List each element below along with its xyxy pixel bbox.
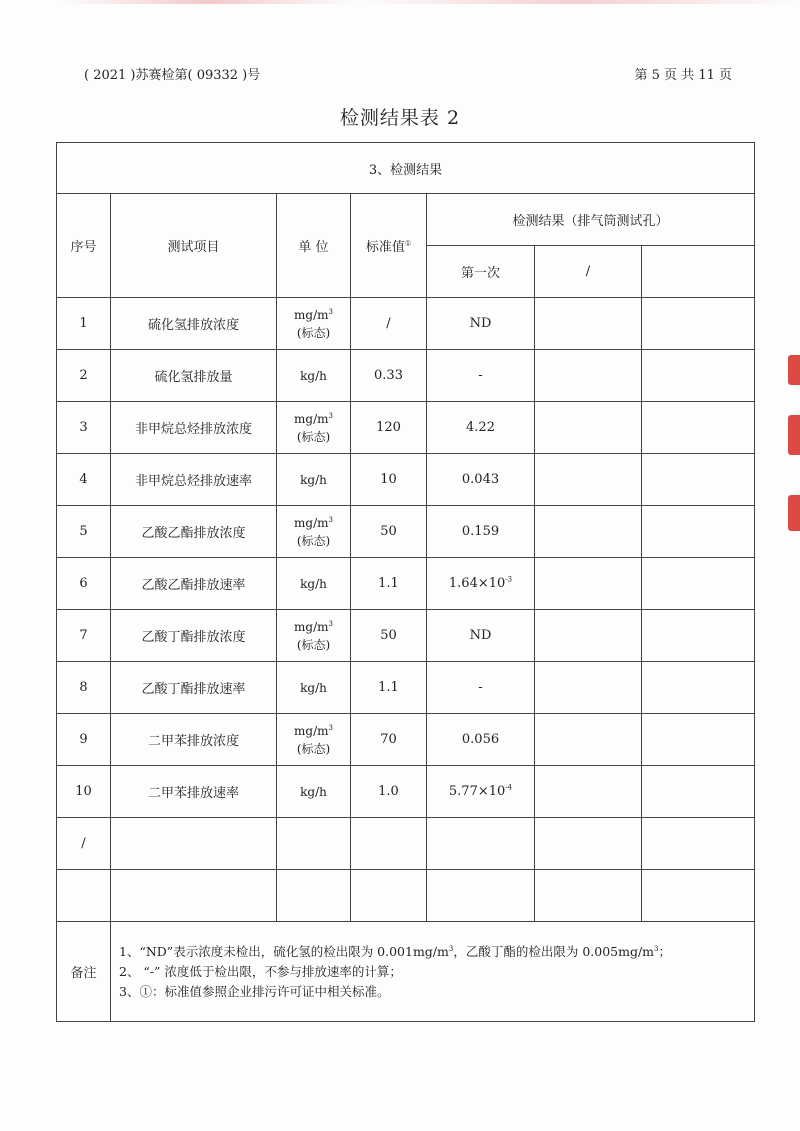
- cell-first-result: -: [427, 662, 535, 714]
- cell-third-result: [642, 298, 755, 350]
- cell-seq: 3: [57, 402, 111, 454]
- cell-third-result: [642, 818, 755, 870]
- cell-standard: 0.33: [351, 350, 427, 402]
- cell-standard: 50: [351, 610, 427, 662]
- cell-seq: 8: [57, 662, 111, 714]
- col-header-item: 测试项目: [111, 194, 277, 298]
- table-row: [57, 506, 755, 558]
- table-row: [57, 662, 755, 714]
- cell-item: [111, 870, 277, 922]
- cell-unit: kg/h: [277, 350, 351, 402]
- cell-unit: kg/h: [277, 766, 351, 818]
- cell-item: 硫化氢排放浓度: [111, 298, 277, 350]
- col-header-first: 第一次: [427, 246, 535, 298]
- cell-third-result: [642, 454, 755, 506]
- cell-first-result: $5.77\times 10^{-4}$: [427, 766, 535, 818]
- cell-first-result: 0.159: [427, 506, 535, 558]
- cell-seq: 10: [57, 766, 111, 818]
- cell-third-result: [642, 714, 755, 766]
- cell-first-result: ND: [427, 298, 535, 350]
- cell-seq: [57, 870, 111, 922]
- cell-standard: 1.1: [351, 558, 427, 610]
- table-row: [57, 818, 755, 870]
- cell-item: 二甲苯排放速率: [111, 766, 277, 818]
- cell-standard: 1.0: [351, 766, 427, 818]
- cell-seq: 6: [57, 558, 111, 610]
- cell-standard: 120: [351, 402, 427, 454]
- cell-standard: [351, 818, 427, 870]
- cell-unit: $mg/m^3$ (标态): [277, 506, 351, 558]
- table-row: [57, 766, 755, 818]
- remark-line-2: 2、 “-” 浓度低于检出限，不参与排放速率的计算；: [119, 963, 402, 979]
- cell-seq: 9: [57, 714, 111, 766]
- seal-stamp-fragment: [784, 355, 800, 535]
- cell-unit: [277, 870, 351, 922]
- cell-third-result: [642, 506, 755, 558]
- cell-unit: $mg/m^3$ (标态): [277, 298, 351, 350]
- cell-second-result: [535, 298, 642, 350]
- remarks-label: 备注: [57, 922, 111, 1022]
- cell-seq: 4: [57, 454, 111, 506]
- cell-unit: $mg/m^3$ (标态): [277, 610, 351, 662]
- cell-seq: /: [57, 818, 111, 870]
- cell-third-result: [642, 870, 755, 922]
- cell-first-result: 0.043: [427, 454, 535, 506]
- col-header-result-group: 检测结果（排气筒测试孔）: [427, 194, 755, 246]
- col-header-seq: 序号: [57, 194, 111, 298]
- table-row: [57, 298, 755, 350]
- cell-item: 乙酸丁酯排放浓度: [111, 610, 277, 662]
- section-title: 3、检测结果: [57, 143, 755, 194]
- table-row: [57, 870, 755, 922]
- cell-first-result: -: [427, 350, 535, 402]
- cell-first-result: 4.22: [427, 402, 535, 454]
- cell-second-result: [535, 870, 642, 922]
- table-row: [57, 610, 755, 662]
- cell-item: 硫化氢排放量: [111, 350, 277, 402]
- cell-second-result: [535, 506, 642, 558]
- cell-second-result: [535, 558, 642, 610]
- cell-second-result: [535, 610, 642, 662]
- cell-unit: kg/h: [277, 454, 351, 506]
- cell-third-result: [642, 662, 755, 714]
- cell-third-result: [642, 402, 755, 454]
- cell-third-result: [642, 350, 755, 402]
- table-row: [57, 350, 755, 402]
- cell-second-result: [535, 714, 642, 766]
- cell-unit: kg/h: [277, 662, 351, 714]
- results-table: [56, 142, 755, 1022]
- cell-item: 乙酸乙酯排放浓度: [111, 506, 277, 558]
- cell-standard: 1.1: [351, 662, 427, 714]
- cell-third-result: [642, 766, 755, 818]
- cell-seq: 1: [57, 298, 111, 350]
- cell-item: 乙酸乙酯排放速率: [111, 558, 277, 610]
- cell-standard: 50: [351, 506, 427, 558]
- cell-first-result: $1.64\times 10^{-3}$: [427, 558, 535, 610]
- cell-standard: 70: [351, 714, 427, 766]
- remarks-content: [111, 922, 755, 1022]
- cell-unit: $mg/m^3$ (标态): [277, 714, 351, 766]
- cell-item: [111, 818, 277, 870]
- cell-standard: 10: [351, 454, 427, 506]
- cell-first-result: ND: [427, 610, 535, 662]
- cell-item: 非甲烷总烃排放浓度: [111, 402, 277, 454]
- cell-second-result: [535, 818, 642, 870]
- cell-second-result: [535, 454, 642, 506]
- table-row: [57, 714, 755, 766]
- cell-item: 非甲烷总烃排放速率: [111, 454, 277, 506]
- page-title: 检测结果表 2: [339, 107, 461, 129]
- cell-first-result: [427, 818, 535, 870]
- page-info: 第 5 页 共 11 页: [634, 68, 732, 83]
- cell-second-result: [535, 766, 642, 818]
- remark-line-3: 3、①：标准值参照企业排污许可证中相关标准。: [119, 983, 390, 999]
- remark-line-1: 1、“ND”表示浓度未检出，硫化氢的检出限为 $0.001mg/m^3$，乙酸丁酯的检出限为 $0.005mg/m^3$；: [119, 943, 672, 959]
- col-header-second: /: [535, 246, 642, 298]
- cell-unit: [277, 818, 351, 870]
- table-row: [57, 558, 755, 610]
- table-body: [57, 298, 755, 922]
- scan-edge-trace: [60, 0, 800, 4]
- cell-standard: /: [351, 298, 427, 350]
- cell-seq: 2: [57, 350, 111, 402]
- cell-second-result: [535, 350, 642, 402]
- cell-first-result: 0.056: [427, 714, 535, 766]
- cell-second-result: [535, 402, 642, 454]
- col-header-standard: 标准值①: [351, 194, 427, 298]
- cell-standard: [351, 870, 427, 922]
- cell-seq: 5: [57, 506, 111, 558]
- cell-third-result: [642, 610, 755, 662]
- doc-number: ( 2021 )苏赛检第( 09332 )号: [84, 68, 261, 83]
- cell-unit: $mg/m^3$ (标态): [277, 402, 351, 454]
- cell-item: 二甲苯排放浓度: [111, 714, 277, 766]
- cell-second-result: [535, 662, 642, 714]
- col-header-third: [642, 246, 755, 298]
- table-row: [57, 402, 755, 454]
- col-header-unit: 单 位: [277, 194, 351, 298]
- cell-third-result: [642, 558, 755, 610]
- cell-unit: kg/h: [277, 558, 351, 610]
- table-row: [57, 454, 755, 506]
- cell-seq: 7: [57, 610, 111, 662]
- cell-item: 乙酸丁酯排放速率: [111, 662, 277, 714]
- cell-first-result: [427, 870, 535, 922]
